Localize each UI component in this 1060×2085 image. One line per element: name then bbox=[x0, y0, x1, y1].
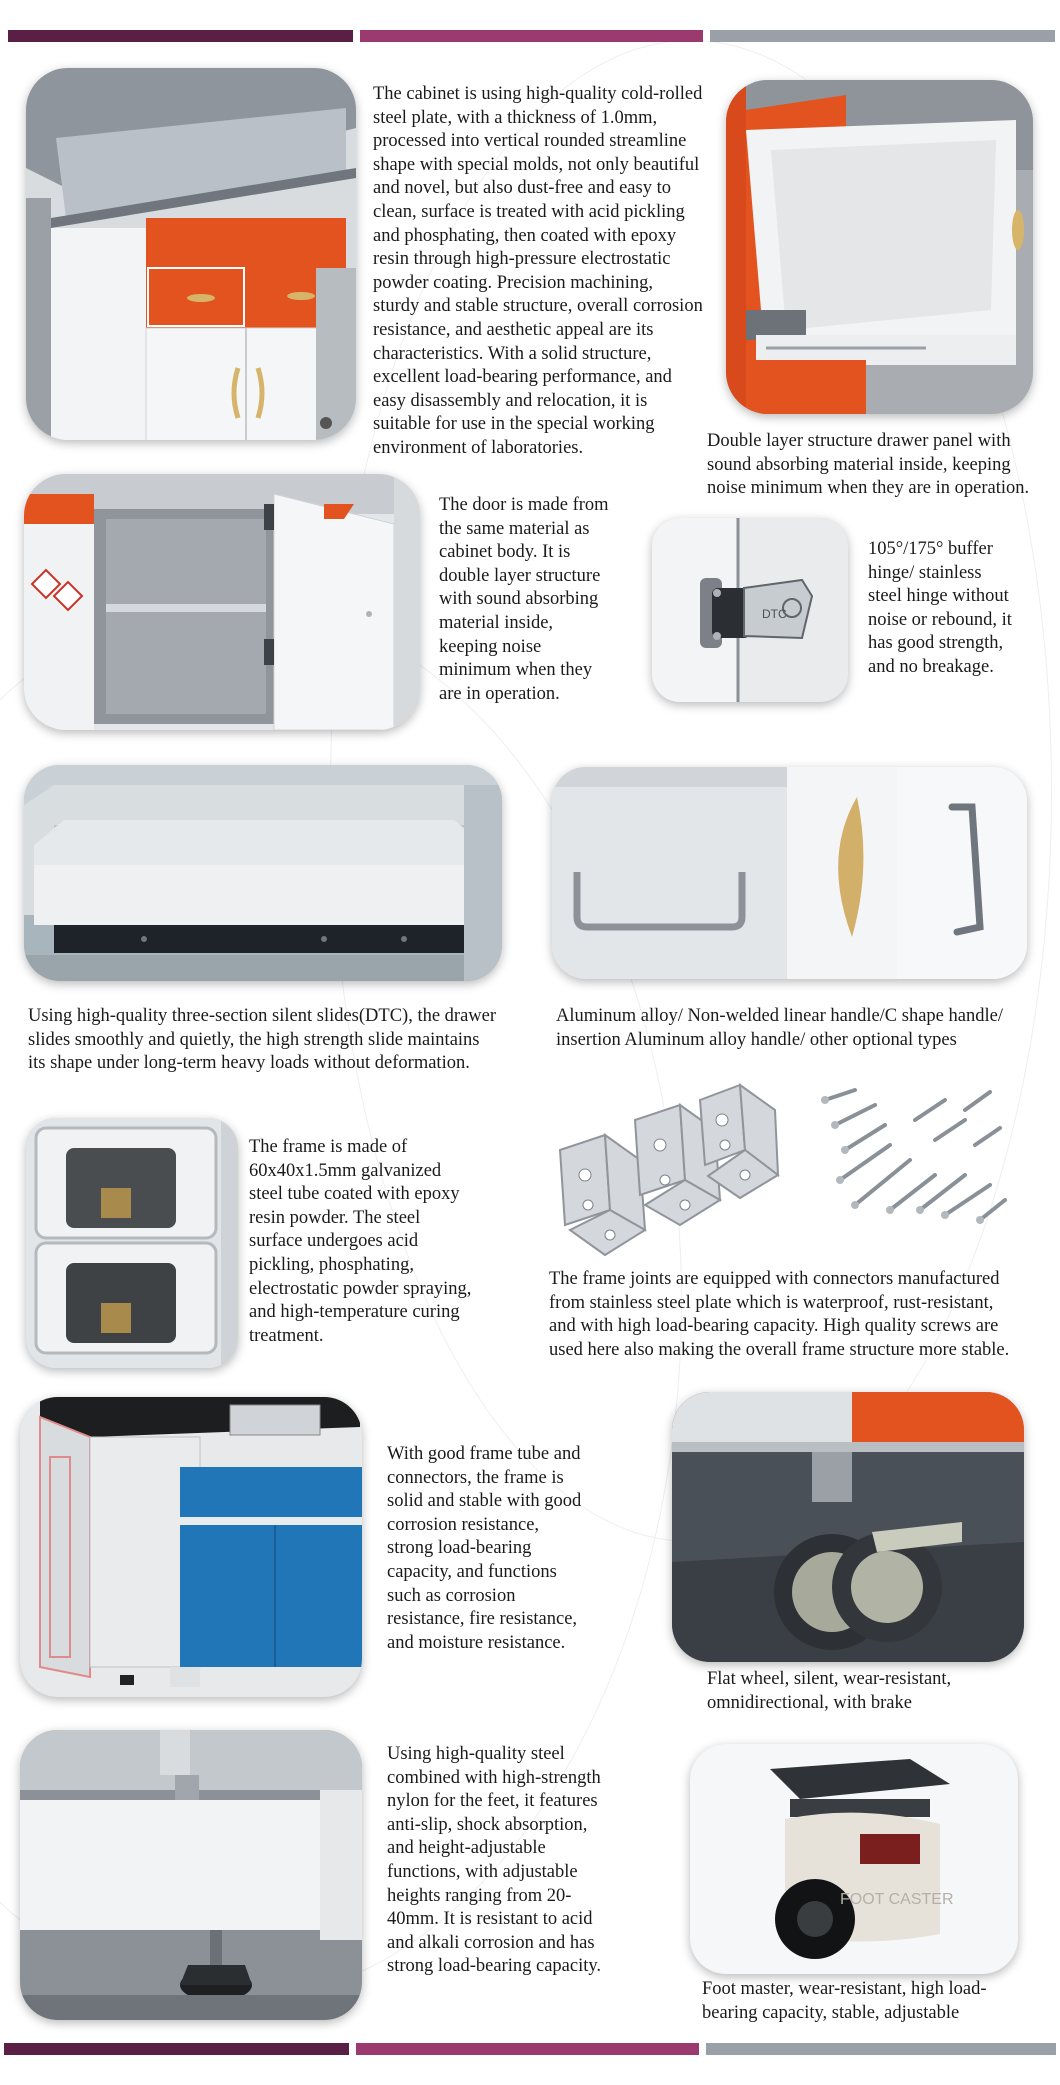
screws-image bbox=[815, 1080, 1015, 1230]
hinge-description: 105°/175° buffer hinge/ stainless steel hinge without noise or rebound, it has good strength, and no breakage. bbox=[868, 539, 1012, 677]
caster-brand-label: FOOT CASTER bbox=[840, 1891, 954, 1908]
door-photo bbox=[24, 474, 420, 730]
frame-tube-photo bbox=[26, 1118, 238, 1368]
cabinet-photo bbox=[26, 68, 356, 440]
drawer-description: Double layer structure drawer panel with sound absorbing material inside, keeping noise minimum when they are in operation. bbox=[707, 431, 1030, 499]
frame-tube-description: With good frame tube and connectors, the frame is solid and stable with good corrosion resistance, strong load-bearing capacity, and functions such as corrosion resistance, fire resistance, and moisture resistance. bbox=[387, 1444, 582, 1653]
top-bar-gray bbox=[710, 30, 1055, 42]
bottom-bar-dark bbox=[4, 2043, 349, 2055]
handles-photo bbox=[552, 767, 1027, 979]
joints-description: The frame joints are equipped with connectors manufactured from stainless steel plate which is waterproof, rust-resistant, and with high load-bearing capacity. High quality screws are used here also making the overall frame structure more stable. bbox=[549, 1269, 1010, 1360]
top-bar-mid bbox=[360, 30, 703, 42]
feet-photo bbox=[20, 1730, 362, 2020]
top-bar-dark bbox=[8, 30, 353, 42]
door-description: The door is made from the same material as cabinet body. It is double layer structure with sound absorbing material inside, keeping noise minimum when they are in operation. bbox=[439, 495, 609, 704]
slides-description: Using high-quality three-section silent slides(DTC), the drawer slides smoothly and quietly, the high strength slide maintains its shape under long-term heavy loads without deformation. bbox=[28, 1006, 497, 1074]
frame-description: The frame is made of 60x40x1.5mm galvanized steel tube coated with epoxy resin powder. The steel surface undergoes acid pickling, phosphating, electrostatic powder spraying, and high-temperature curing treatment. bbox=[249, 1137, 472, 1346]
hinge-brand-label: DTC bbox=[762, 607, 787, 621]
connectors-image bbox=[550, 1080, 790, 1260]
foot-master-description: Foot master, wear-resistant, high load- bearing capacity, stable, adjustable bbox=[702, 1979, 987, 2023]
foot-master-photo bbox=[690, 1744, 1018, 1974]
drawer-photo bbox=[726, 80, 1033, 414]
wheel-photo bbox=[672, 1392, 1024, 1662]
bottom-bar-mid bbox=[356, 2043, 699, 2055]
handles-description: Aluminum alloy/ Non-welded linear handle/C shape handle/ insertion Aluminum alloy handle/ other optional types bbox=[556, 1006, 1003, 1050]
bottom-bar-gray bbox=[706, 2043, 1056, 2055]
cabinet-description: The cabinet is using high-quality cold-rolled steel plate, with a thickness of 1.0mm, processed into vertical rounded streamline shape with special molds, not only beautiful and novel, but also dust-free and easy to clean, surface is treated with acid pickling and phosphating, then coated with epoxy resin through high-pressure electrostatic powder coating. Precision machining, sturdy and stable structure, overall corrosion resistance, and aesthetic appeal are its characteristics. With a solid structure, excellent load-bearing performance, and easy disassembly and relocation, it is suitable for use in the special working environment of laboratories. bbox=[373, 84, 703, 458]
wheel-description: Flat wheel, silent, wear-resistant, omnidirectional, with brake bbox=[707, 1669, 952, 1713]
slides-photo bbox=[24, 765, 502, 981]
feet-description: Using high-quality steel combined with high-strength nylon for the feet, it features anti-slip, shock absorption, and height-adjustable functions, with adjustable heights ranging from 20- 40mm. It is resistant to acid and alkali corrosion and has strong load-bearing capacity. bbox=[387, 1744, 602, 1977]
hinge-photo bbox=[652, 518, 848, 702]
frame-cabinet-photo bbox=[20, 1397, 362, 1697]
